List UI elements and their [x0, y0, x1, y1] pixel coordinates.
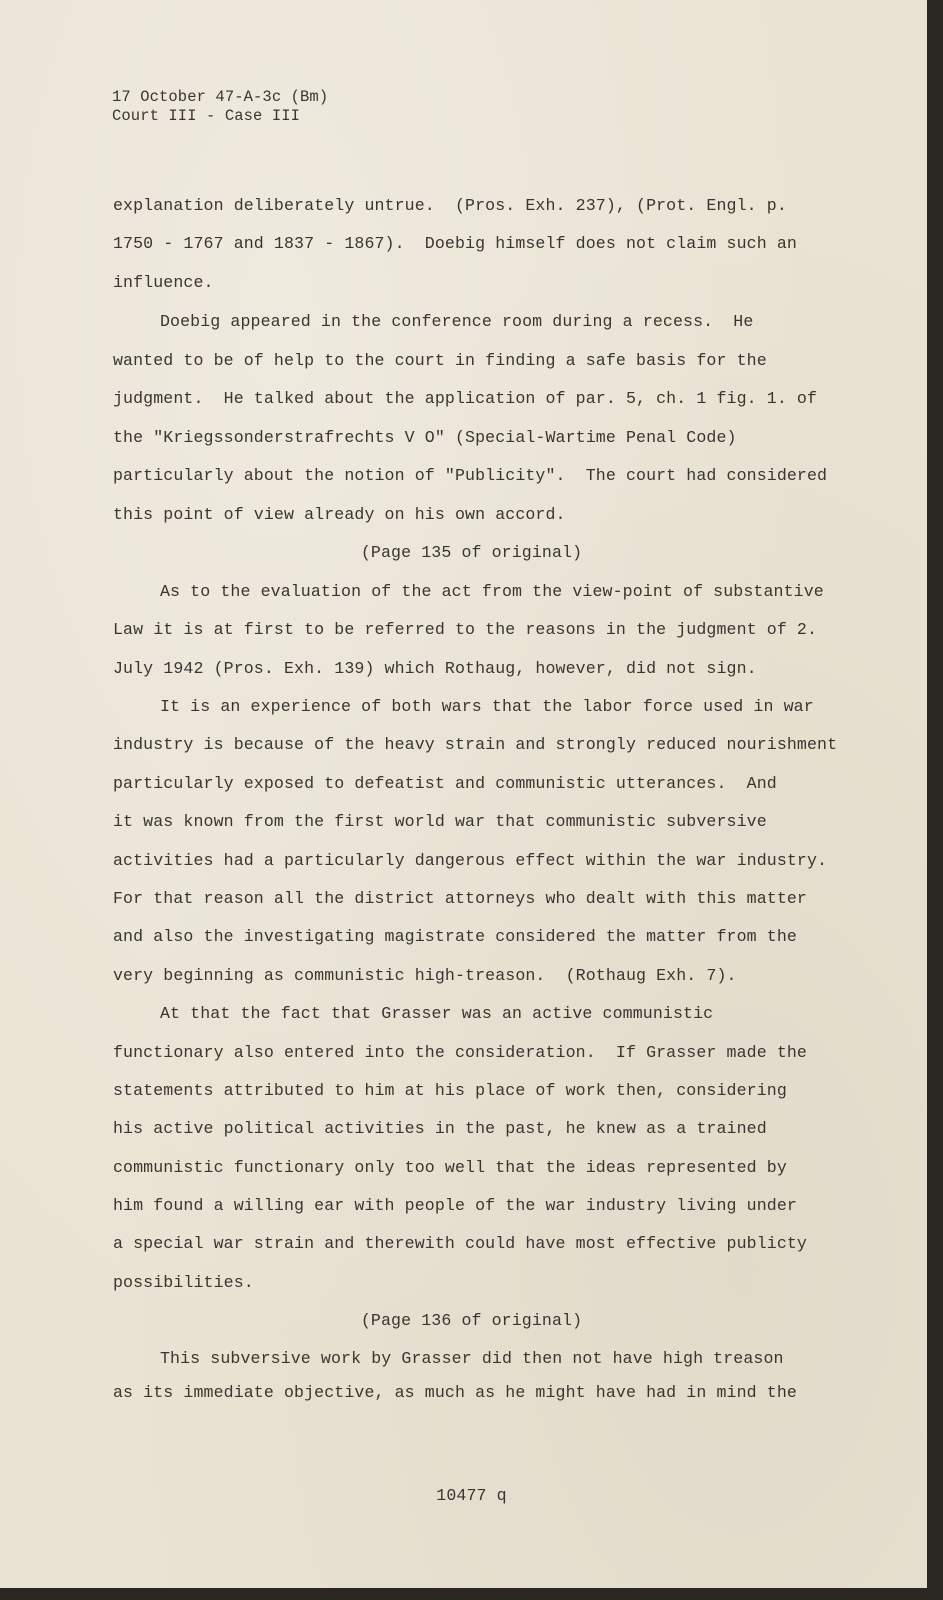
text-line: judgment. He talked about the application of par. 5, ch. 1 fig. 1. of	[113, 389, 818, 408]
text-line: him found a willing ear with people of the war industry living under	[113, 1196, 797, 1215]
page-number: 10477 q	[436, 1486, 507, 1505]
text-line: particularly exposed to defeatist and communistic utterances. And	[113, 774, 777, 793]
text-line: As to the evaluation of the act from the view-point of substantive	[160, 582, 824, 601]
header-court-line: Court III - Case III	[112, 107, 301, 125]
header-date-line: 17 October 47-A-3c (Bm)	[112, 88, 329, 106]
text-line: Doebig appeared in the conference room during a recess. He	[160, 312, 754, 331]
text-line: functionary also entered into the consideration. If Grasser made the	[113, 1043, 807, 1062]
original-page-marker: (Page 136 of original)	[360, 1311, 583, 1330]
text-line: industry is because of the heavy strain and strongly reduced nourishment	[113, 735, 838, 754]
text-line: the "Kriegssonderstrafrechts V O" (Special-Wartime Penal Code)	[113, 428, 737, 447]
text-line: explanation deliberately untrue. (Pros. Exh. 237), (Prot. Engl. p.	[113, 196, 787, 215]
text-line: his active political activities in the past, he knew as a trained	[113, 1119, 767, 1138]
text-line: At that the fact that Grasser was an active communistic	[160, 1004, 714, 1023]
text-line: particularly about the notion of "Publicity". The court had considered	[113, 466, 828, 485]
text-line: influence.	[113, 273, 214, 292]
text-line: For that reason all the district attorneys who dealt with this matter	[113, 889, 807, 908]
text-line: this point of view already on his own accord.	[113, 505, 566, 524]
text-line: wanted to be of help to the court in finding a safe basis for the	[113, 351, 767, 370]
text-line: very beginning as communistic high-treason. (Rothaug Exh. 7).	[113, 966, 737, 985]
text-line: as its immediate objective, as much as he might have had in mind the	[113, 1383, 797, 1402]
text-line: communistic functionary only too well that the ideas represented by	[113, 1158, 787, 1177]
text-line: and also the investigating magistrate considered the matter from the	[113, 927, 797, 946]
text-line: 1750 - 1767 and 1837 - 1867). Doebig himself does not claim such an	[113, 234, 797, 253]
text-line: It is an experience of both wars that the labor force used in war	[160, 697, 814, 716]
text-line: This subversive work by Grasser did then not have high treason	[160, 1349, 784, 1368]
text-line: it was known from the first world war that communistic subversive	[113, 812, 767, 831]
text-line: possibilities.	[113, 1273, 254, 1292]
original-page-marker: (Page 135 of original)	[360, 543, 583, 562]
text-line: statements attributed to him at his place of work then, considering	[113, 1081, 787, 1100]
text-line: Law it is at first to be referred to the reasons in the judgment of 2.	[113, 620, 818, 639]
text-line: July 1942 (Pros. Exh. 139) which Rothaug, however, did not sign.	[113, 659, 757, 678]
text-line: a special war strain and therewith could have most effective publicty	[113, 1234, 807, 1253]
text-line: activities had a particularly dangerous effect within the war industry.	[113, 851, 828, 870]
